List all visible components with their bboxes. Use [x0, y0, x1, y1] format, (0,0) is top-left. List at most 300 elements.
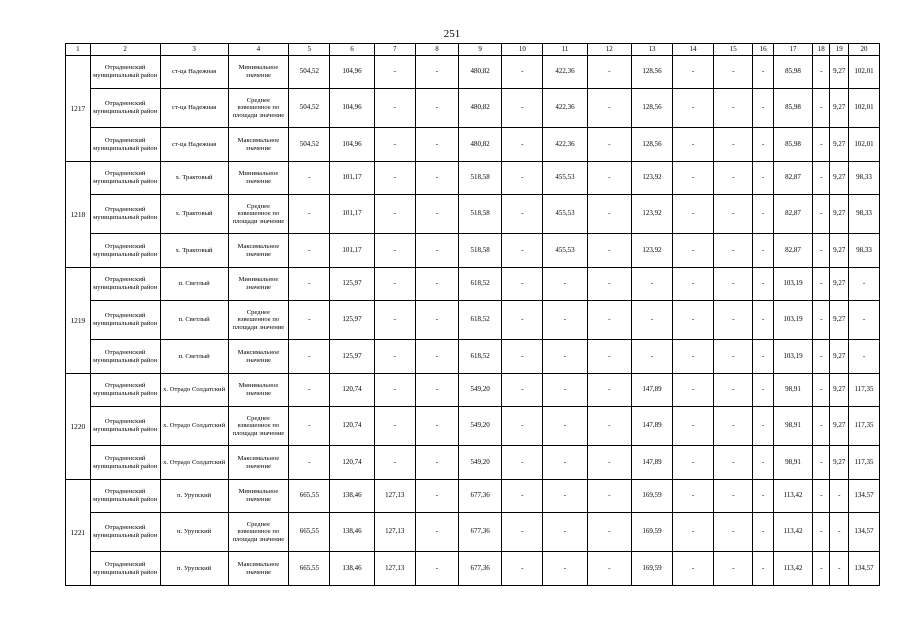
- value-cell: -: [849, 301, 880, 340]
- value-cell: -: [673, 446, 714, 480]
- value-type-cell: Максимальное значение: [228, 234, 289, 268]
- district-cell: Отрадненский муниципальный район: [90, 89, 160, 128]
- settlement-cell: п. Светлый: [160, 268, 228, 301]
- value-cell: 134,57: [849, 552, 880, 586]
- value-type-cell: Минимальное значение: [228, 56, 289, 89]
- value-cell: 125,97: [330, 301, 374, 340]
- value-cell: -: [753, 128, 774, 162]
- value-cell: -: [714, 234, 753, 268]
- district-cell: Отрадненский муниципальный район: [90, 552, 160, 586]
- value-cell: -: [289, 340, 330, 374]
- value-cell: -: [415, 89, 458, 128]
- value-cell: -: [415, 56, 458, 89]
- value-type-cell: Максимальное значение: [228, 552, 289, 586]
- value-cell: -: [673, 128, 714, 162]
- value-cell: -: [587, 552, 631, 586]
- value-cell: -: [415, 234, 458, 268]
- value-cell: -: [543, 552, 587, 586]
- value-cell: 102,01: [849, 128, 880, 162]
- value-cell: -: [543, 301, 587, 340]
- value-cell: 422,36: [543, 56, 587, 89]
- value-cell: -: [813, 340, 830, 374]
- table-row: [66, 301, 880, 340]
- value-cell: -: [673, 480, 714, 513]
- value-cell: 9,27: [830, 407, 849, 446]
- value-cell: 147,89: [631, 407, 672, 446]
- value-cell: 9,27: [830, 195, 849, 234]
- column-header: 6: [330, 44, 374, 56]
- value-cell: -: [502, 552, 543, 586]
- column-header: 15: [714, 44, 753, 56]
- value-cell: -: [673, 89, 714, 128]
- table-row: [66, 513, 880, 552]
- value-cell: 123,92: [631, 162, 672, 195]
- value-cell: 147,89: [631, 374, 672, 407]
- table-row: [66, 446, 880, 480]
- value-cell: 422,36: [543, 128, 587, 162]
- value-cell: -: [714, 374, 753, 407]
- value-cell: 504,52: [289, 128, 330, 162]
- row-number: 1218: [66, 162, 91, 268]
- column-header: 4: [228, 44, 289, 56]
- settlement-cell: ст-ца Надежная: [160, 89, 228, 128]
- value-cell: -: [753, 234, 774, 268]
- value-cell: -: [714, 301, 753, 340]
- value-cell: 422,36: [543, 89, 587, 128]
- value-cell: -: [714, 407, 753, 446]
- value-cell: -: [813, 56, 830, 89]
- value-cell: -: [631, 301, 672, 340]
- column-header: 13: [631, 44, 672, 56]
- value-cell: 138,46: [330, 552, 374, 586]
- value-cell: 480,82: [459, 56, 502, 89]
- value-cell: 85,98: [773, 89, 812, 128]
- column-header: 9: [459, 44, 502, 56]
- value-cell: 9,27: [830, 340, 849, 374]
- value-cell: -: [830, 552, 849, 586]
- value-cell: 618,52: [459, 301, 502, 340]
- settlement-cell: п. Урупский: [160, 480, 228, 513]
- district-cell: Отрадненский муниципальный район: [90, 234, 160, 268]
- value-cell: -: [673, 513, 714, 552]
- value-cell: 120,74: [330, 407, 374, 446]
- value-cell: -: [587, 446, 631, 480]
- district-cell: Отрадненский муниципальный район: [90, 195, 160, 234]
- settlement-cell: п. Светлый: [160, 301, 228, 340]
- value-cell: -: [631, 340, 672, 374]
- value-cell: -: [289, 374, 330, 407]
- value-cell: 102,01: [849, 56, 880, 89]
- value-cell: 101,17: [330, 234, 374, 268]
- value-cell: 618,52: [459, 340, 502, 374]
- value-cell: -: [813, 480, 830, 513]
- table-row: [66, 268, 880, 301]
- table-row: [66, 89, 880, 128]
- value-type-cell: Максимальное значение: [228, 128, 289, 162]
- district-cell: Отрадненский муниципальный район: [90, 407, 160, 446]
- value-cell: -: [753, 407, 774, 446]
- settlement-cell: п. Урупский: [160, 552, 228, 586]
- value-type-cell: Минимальное значение: [228, 480, 289, 513]
- value-cell: 9,27: [830, 128, 849, 162]
- value-type-cell: Среднее взвешенное по площади значение: [228, 89, 289, 128]
- value-cell: 120,74: [330, 446, 374, 480]
- value-cell: -: [502, 513, 543, 552]
- value-cell: -: [813, 374, 830, 407]
- value-cell: 127,13: [374, 552, 415, 586]
- table-row: [66, 234, 880, 268]
- value-cell: -: [502, 195, 543, 234]
- value-cell: 123,92: [631, 195, 672, 234]
- district-cell: Отрадненский муниципальный район: [90, 374, 160, 407]
- value-cell: 101,17: [330, 195, 374, 234]
- value-cell: -: [415, 374, 458, 407]
- value-cell: 455,53: [543, 162, 587, 195]
- value-cell: 125,97: [330, 340, 374, 374]
- value-cell: -: [631, 268, 672, 301]
- table-row: [66, 480, 880, 513]
- column-header: 1: [66, 44, 91, 56]
- value-cell: -: [587, 89, 631, 128]
- value-cell: -: [673, 234, 714, 268]
- column-header: 17: [773, 44, 812, 56]
- value-cell: -: [673, 56, 714, 89]
- district-cell: Отрадненский муниципальный район: [90, 446, 160, 480]
- value-cell: -: [415, 552, 458, 586]
- value-cell: 85,98: [773, 128, 812, 162]
- value-cell: -: [543, 446, 587, 480]
- value-cell: -: [289, 195, 330, 234]
- table-row: [66, 407, 880, 446]
- value-cell: 665,55: [289, 552, 330, 586]
- district-cell: Отрадненский муниципальный район: [90, 56, 160, 89]
- column-header: 7: [374, 44, 415, 56]
- value-cell: 117,35: [849, 407, 880, 446]
- value-cell: -: [753, 513, 774, 552]
- district-cell: Отрадненский муниципальный район: [90, 513, 160, 552]
- value-cell: -: [813, 301, 830, 340]
- value-cell: 134,57: [849, 480, 880, 513]
- settlement-cell: х. Трактовый: [160, 195, 228, 234]
- value-cell: -: [502, 480, 543, 513]
- value-cell: 665,55: [289, 513, 330, 552]
- value-cell: -: [587, 56, 631, 89]
- value-cell: -: [813, 89, 830, 128]
- value-cell: -: [714, 128, 753, 162]
- value-cell: 127,13: [374, 513, 415, 552]
- value-cell: -: [374, 340, 415, 374]
- column-header: 14: [673, 44, 714, 56]
- value-cell: -: [673, 374, 714, 407]
- value-cell: -: [714, 446, 753, 480]
- value-cell: 113,42: [773, 513, 812, 552]
- value-cell: -: [849, 340, 880, 374]
- value-cell: 549,20: [459, 374, 502, 407]
- value-cell: -: [543, 374, 587, 407]
- table-row: [66, 162, 880, 195]
- table-row: [66, 340, 880, 374]
- value-cell: -: [673, 552, 714, 586]
- district-cell: Отрадненский муниципальный район: [90, 268, 160, 301]
- value-cell: -: [415, 340, 458, 374]
- value-cell: 9,27: [830, 234, 849, 268]
- value-cell: 113,42: [773, 552, 812, 586]
- column-header: 3: [160, 44, 228, 56]
- value-cell: 82,87: [773, 234, 812, 268]
- value-cell: 103,19: [773, 268, 812, 301]
- value-cell: 665,55: [289, 480, 330, 513]
- table-row: [66, 552, 880, 586]
- value-cell: 677,36: [459, 513, 502, 552]
- value-cell: -: [415, 162, 458, 195]
- row-number: 1219: [66, 268, 91, 374]
- value-cell: -: [415, 195, 458, 234]
- value-cell: -: [415, 407, 458, 446]
- table-row: [66, 195, 880, 234]
- value-cell: -: [673, 340, 714, 374]
- value-cell: 101,17: [330, 162, 374, 195]
- value-cell: -: [415, 446, 458, 480]
- settlement-cell: п. Урупский: [160, 513, 228, 552]
- value-type-cell: Среднее взвешенное по площади значение: [228, 195, 289, 234]
- value-cell: 138,46: [330, 480, 374, 513]
- value-cell: -: [587, 374, 631, 407]
- settlement-cell: п. Светлый: [160, 340, 228, 374]
- value-cell: 117,35: [849, 374, 880, 407]
- value-cell: -: [543, 340, 587, 374]
- value-cell: 98,91: [773, 446, 812, 480]
- value-cell: -: [587, 128, 631, 162]
- value-cell: -: [374, 128, 415, 162]
- value-cell: 549,20: [459, 446, 502, 480]
- value-cell: 455,53: [543, 234, 587, 268]
- value-cell: 9,27: [830, 301, 849, 340]
- value-cell: -: [714, 513, 753, 552]
- value-cell: 9,27: [830, 374, 849, 407]
- value-cell: 82,87: [773, 162, 812, 195]
- value-cell: -: [587, 480, 631, 513]
- value-cell: -: [289, 407, 330, 446]
- value-cell: 518,58: [459, 195, 502, 234]
- value-cell: 128,56: [631, 56, 672, 89]
- value-cell: -: [753, 552, 774, 586]
- value-cell: -: [374, 234, 415, 268]
- value-cell: 549,20: [459, 407, 502, 446]
- value-cell: -: [673, 407, 714, 446]
- value-cell: -: [289, 446, 330, 480]
- settlement-cell: ст-ца Надежная: [160, 56, 228, 89]
- value-cell: -: [502, 407, 543, 446]
- value-cell: -: [374, 56, 415, 89]
- value-cell: 169,59: [631, 480, 672, 513]
- value-cell: 128,56: [631, 89, 672, 128]
- row-number: 1217: [66, 56, 91, 162]
- value-type-cell: Среднее взвешенное по площади значение: [228, 301, 289, 340]
- value-cell: 128,56: [631, 128, 672, 162]
- value-cell: -: [289, 268, 330, 301]
- value-cell: -: [289, 234, 330, 268]
- value-cell: -: [374, 268, 415, 301]
- value-type-cell: Минимальное значение: [228, 268, 289, 301]
- value-cell: -: [714, 268, 753, 301]
- value-cell: -: [753, 195, 774, 234]
- value-cell: -: [587, 268, 631, 301]
- value-cell: -: [543, 480, 587, 513]
- value-cell: -: [502, 56, 543, 89]
- value-cell: 518,58: [459, 162, 502, 195]
- settlement-cell: х. Трактовый: [160, 234, 228, 268]
- value-cell: -: [374, 407, 415, 446]
- column-header: 10: [502, 44, 543, 56]
- value-cell: -: [830, 513, 849, 552]
- value-cell: -: [753, 89, 774, 128]
- value-type-cell: Среднее взвешенное по площади значение: [228, 513, 289, 552]
- value-cell: -: [415, 480, 458, 513]
- value-type-cell: Максимальное значение: [228, 340, 289, 374]
- value-cell: -: [714, 480, 753, 513]
- value-cell: -: [374, 301, 415, 340]
- value-cell: -: [849, 268, 880, 301]
- value-cell: 455,53: [543, 195, 587, 234]
- value-cell: 9,27: [830, 446, 849, 480]
- value-cell: -: [587, 234, 631, 268]
- column-header: 12: [587, 44, 631, 56]
- value-cell: -: [502, 234, 543, 268]
- value-cell: -: [753, 480, 774, 513]
- value-cell: -: [813, 234, 830, 268]
- value-cell: -: [714, 195, 753, 234]
- district-cell: Отрадненский муниципальный район: [90, 480, 160, 513]
- value-cell: -: [714, 340, 753, 374]
- data-table: [65, 43, 880, 586]
- value-cell: -: [813, 162, 830, 195]
- value-cell: -: [813, 128, 830, 162]
- value-cell: -: [587, 195, 631, 234]
- value-cell: -: [753, 56, 774, 89]
- value-cell: 9,27: [830, 162, 849, 195]
- value-cell: 127,13: [374, 480, 415, 513]
- value-cell: -: [813, 446, 830, 480]
- settlement-cell: ст-ца Надежная: [160, 128, 228, 162]
- value-cell: -: [753, 446, 774, 480]
- value-cell: 113,42: [773, 480, 812, 513]
- value-cell: -: [813, 195, 830, 234]
- column-header: 8: [415, 44, 458, 56]
- settlement-cell: х. Отрадо Солдатский: [160, 374, 228, 407]
- value-cell: -: [543, 268, 587, 301]
- value-cell: -: [714, 162, 753, 195]
- value-type-cell: Минимальное значение: [228, 374, 289, 407]
- value-cell: -: [753, 340, 774, 374]
- value-cell: 125,97: [330, 268, 374, 301]
- value-type-cell: Максимальное значение: [228, 446, 289, 480]
- value-cell: -: [502, 162, 543, 195]
- value-cell: -: [587, 340, 631, 374]
- value-cell: -: [587, 407, 631, 446]
- value-cell: -: [374, 446, 415, 480]
- value-cell: 120,74: [330, 374, 374, 407]
- value-cell: -: [502, 128, 543, 162]
- column-header: 19: [830, 44, 849, 56]
- value-cell: 104,96: [330, 56, 374, 89]
- settlement-cell: х. Отрадо Солдатский: [160, 446, 228, 480]
- value-cell: -: [753, 268, 774, 301]
- value-cell: 104,96: [330, 89, 374, 128]
- settlement-cell: х. Трактовый: [160, 162, 228, 195]
- value-cell: 9,27: [830, 268, 849, 301]
- district-cell: Отрадненский муниципальный район: [90, 162, 160, 195]
- district-cell: Отрадненский муниципальный район: [90, 128, 160, 162]
- value-cell: 102,01: [849, 89, 880, 128]
- value-cell: -: [753, 374, 774, 407]
- value-cell: 138,46: [330, 513, 374, 552]
- value-cell: -: [374, 162, 415, 195]
- value-cell: -: [813, 552, 830, 586]
- value-cell: -: [415, 268, 458, 301]
- value-cell: -: [587, 301, 631, 340]
- value-cell: 98,33: [849, 162, 880, 195]
- value-cell: -: [714, 552, 753, 586]
- value-cell: 85,98: [773, 56, 812, 89]
- value-cell: 677,36: [459, 552, 502, 586]
- column-header: 11: [543, 44, 587, 56]
- value-cell: 103,19: [773, 340, 812, 374]
- value-cell: 98,33: [849, 234, 880, 268]
- district-cell: Отрадненский муниципальный район: [90, 340, 160, 374]
- column-header: 20: [849, 44, 880, 56]
- value-cell: -: [714, 56, 753, 89]
- district-cell: Отрадненский муниципальный район: [90, 301, 160, 340]
- value-cell: -: [813, 513, 830, 552]
- value-cell: 504,52: [289, 89, 330, 128]
- value-cell: 82,87: [773, 195, 812, 234]
- value-cell: -: [415, 513, 458, 552]
- value-cell: -: [753, 301, 774, 340]
- value-cell: -: [502, 89, 543, 128]
- value-cell: 169,59: [631, 552, 672, 586]
- value-cell: -: [289, 301, 330, 340]
- value-cell: 123,92: [631, 234, 672, 268]
- value-cell: 677,36: [459, 480, 502, 513]
- value-cell: -: [374, 89, 415, 128]
- column-header: 16: [753, 44, 774, 56]
- column-header: 5: [289, 44, 330, 56]
- value-cell: 480,82: [459, 89, 502, 128]
- value-cell: -: [813, 407, 830, 446]
- value-cell: -: [830, 480, 849, 513]
- value-cell: 98,91: [773, 407, 812, 446]
- value-cell: -: [502, 374, 543, 407]
- value-cell: -: [714, 89, 753, 128]
- value-cell: 98,91: [773, 374, 812, 407]
- value-cell: 169,59: [631, 513, 672, 552]
- value-cell: -: [289, 162, 330, 195]
- value-cell: -: [415, 301, 458, 340]
- value-cell: 9,27: [830, 56, 849, 89]
- column-header: 18: [813, 44, 830, 56]
- table-row: [66, 128, 880, 162]
- table-row: [66, 56, 880, 89]
- value-cell: 147,89: [631, 446, 672, 480]
- value-cell: 9,27: [830, 89, 849, 128]
- value-cell: -: [374, 374, 415, 407]
- value-cell: 518,58: [459, 234, 502, 268]
- value-cell: 98,33: [849, 195, 880, 234]
- value-cell: 104,96: [330, 128, 374, 162]
- value-cell: -: [813, 268, 830, 301]
- value-cell: -: [753, 162, 774, 195]
- value-cell: 117,35: [849, 446, 880, 480]
